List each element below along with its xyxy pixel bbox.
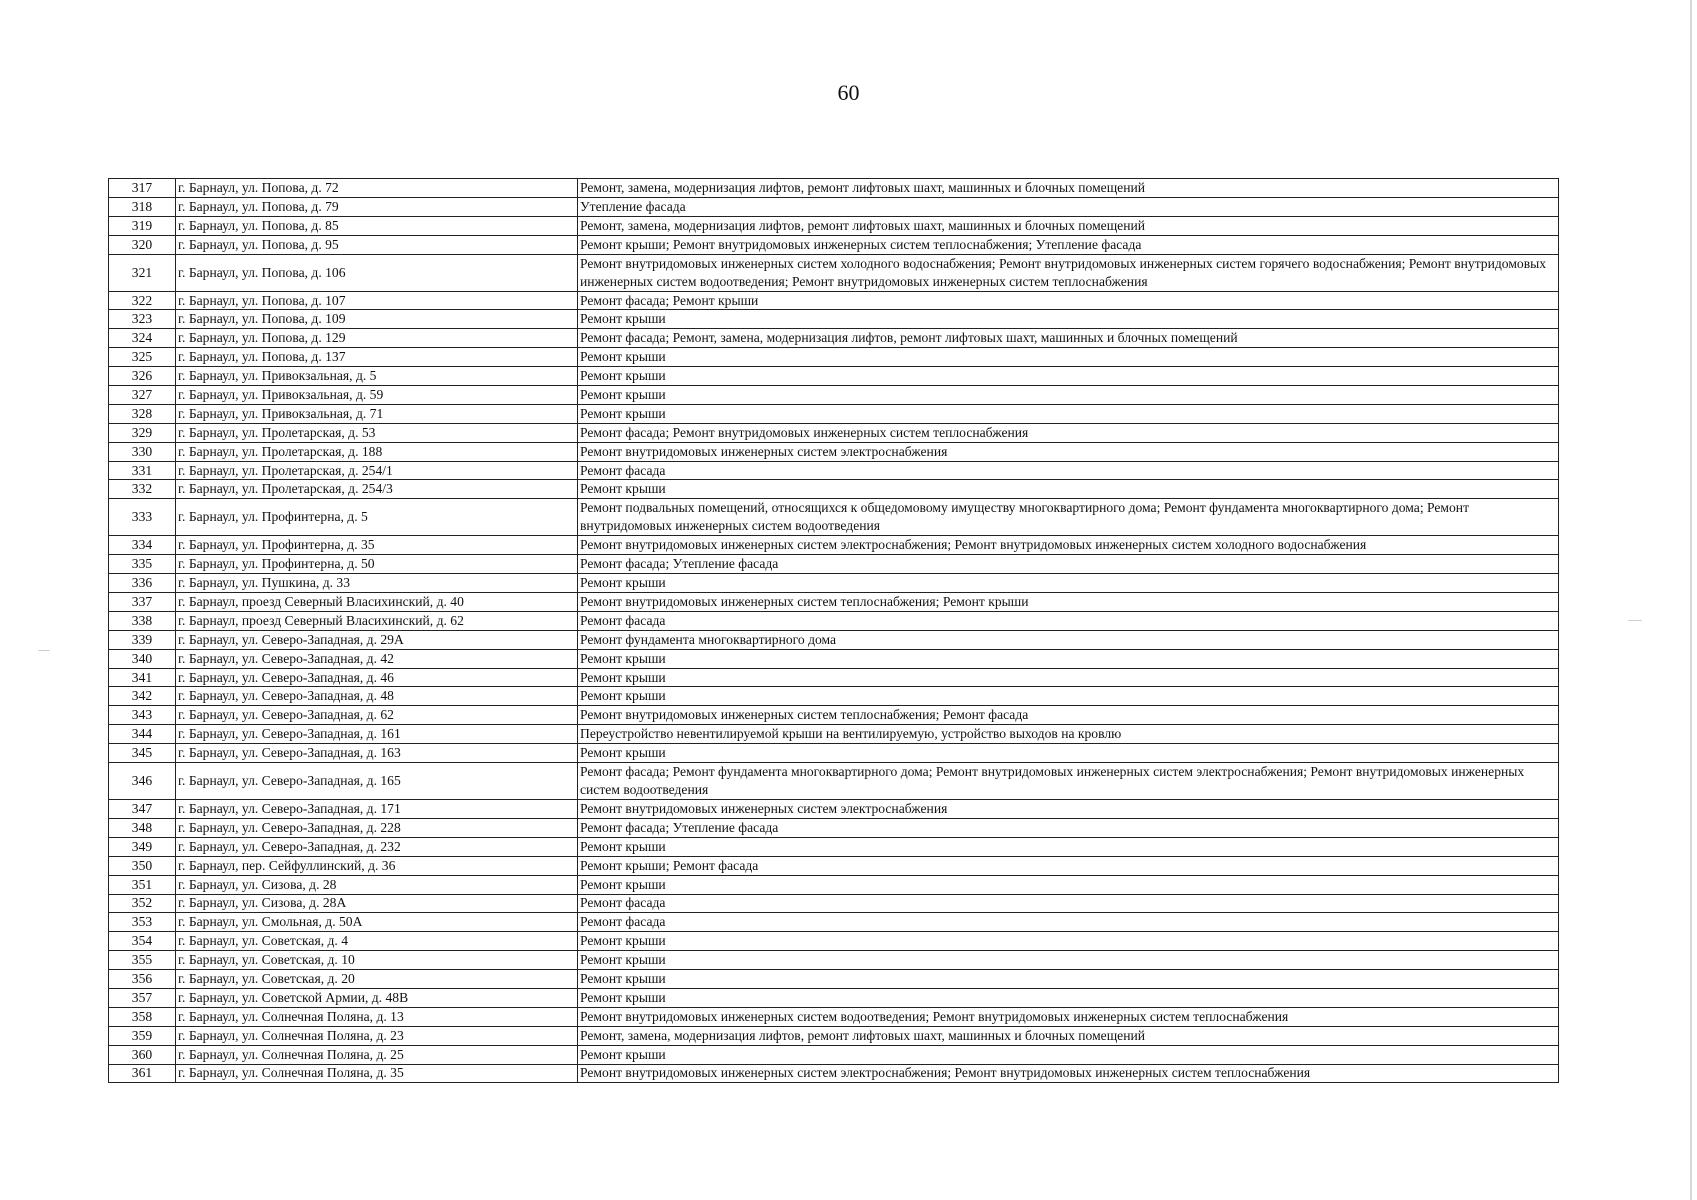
row-number: 342 (109, 687, 176, 706)
row-address: г. Барнаул, ул. Северо-Западная, д. 163 (176, 744, 578, 763)
repair-works-table (108, 178, 1559, 1083)
table-row (109, 611, 1559, 630)
table-row (109, 254, 1559, 291)
table-row (109, 404, 1559, 423)
row-address: г. Барнаул, ул. Солнечная Поляна, д. 13 (176, 1007, 578, 1026)
row-address: г. Барнаул, ул. Пролетарская, д. 188 (176, 442, 578, 461)
row-address: г. Барнаул, ул. Профинтерна, д. 5 (176, 499, 578, 536)
row-address: г. Барнаул, ул. Привокзальная, д. 71 (176, 404, 578, 423)
row-number: 319 (109, 216, 176, 235)
row-works: Ремонт крыши (578, 367, 1559, 386)
row-address: г. Барнаул, ул. Пушкина, д. 33 (176, 574, 578, 593)
row-number: 330 (109, 442, 176, 461)
row-number: 322 (109, 291, 176, 310)
table-row (109, 668, 1559, 687)
row-number: 360 (109, 1045, 176, 1064)
row-number: 325 (109, 348, 176, 367)
row-works: Ремонт крыши (578, 386, 1559, 405)
table-row (109, 988, 1559, 1007)
row-address: г. Барнаул, ул. Попова, д. 95 (176, 235, 578, 254)
row-works: Ремонт фасада (578, 461, 1559, 480)
row-number: 323 (109, 310, 176, 329)
row-address: г. Барнаул, ул. Попова, д. 85 (176, 216, 578, 235)
row-number: 339 (109, 630, 176, 649)
row-works: Ремонт крыши (578, 744, 1559, 763)
row-works: Переустройство невентилируемой крыши на вентилируемую, устройство выходов на кровлю (578, 725, 1559, 744)
row-works: Ремонт фасада; Утепление фасада (578, 555, 1559, 574)
row-address: г. Барнаул, ул. Попова, д. 79 (176, 197, 578, 216)
row-number: 361 (109, 1064, 176, 1083)
table-row (109, 894, 1559, 913)
scan-margin-mark-left (38, 650, 50, 651)
table-row (109, 913, 1559, 932)
table-row (109, 348, 1559, 367)
table-row (109, 329, 1559, 348)
row-works: Ремонт фундамента многоквартирного дома (578, 630, 1559, 649)
table-row (109, 875, 1559, 894)
row-number: 352 (109, 894, 176, 913)
row-number: 333 (109, 499, 176, 536)
table-row (109, 555, 1559, 574)
row-address: г. Барнаул, ул. Северо-Западная, д. 29А (176, 630, 578, 649)
table-row (109, 856, 1559, 875)
row-address: г. Барнаул, ул. Северо-Западная, д. 46 (176, 668, 578, 687)
row-address: г. Барнаул, ул. Привокзальная, д. 5 (176, 367, 578, 386)
row-works: Ремонт крыши; Ремонт фасада (578, 856, 1559, 875)
table-row (109, 951, 1559, 970)
row-works: Ремонт фасада (578, 913, 1559, 932)
row-number: 324 (109, 329, 176, 348)
row-number: 356 (109, 970, 176, 989)
row-works: Ремонт внутридомовых инженерных систем электроснабжения; Ремонт внутридомовых инженерных систем теплоснабжения (578, 1064, 1559, 1083)
row-works: Ремонт крыши (578, 875, 1559, 894)
row-works: Ремонт крыши (578, 837, 1559, 856)
row-address: г. Барнаул, ул. Профинтерна, д. 50 (176, 555, 578, 574)
row-works: Ремонт внутридомовых инженерных систем холодного водоснабжения; Ремонт внутридомовых инженерных систем горячего водоснабжения; Ремонт внутридомовых инженерных систем водоотведения; Ремонт внутридомовых инженерных систем теплоснабжения (578, 254, 1559, 291)
row-number: 355 (109, 951, 176, 970)
row-address: г. Барнаул, ул. Попова, д. 137 (176, 348, 578, 367)
row-address: г. Барнаул, ул. Пролетарская, д. 254/1 (176, 461, 578, 480)
table-row (109, 179, 1559, 198)
row-address: г. Барнаул, ул. Северо-Западная, д. 165 (176, 763, 578, 800)
row-number: 337 (109, 593, 176, 612)
row-number: 332 (109, 480, 176, 499)
row-works: Ремонт фасада (578, 894, 1559, 913)
row-number: 320 (109, 235, 176, 254)
row-number: 326 (109, 367, 176, 386)
row-works: Ремонт внутридомовых инженерных систем водоотведения; Ремонт внутридомовых инженерных систем теплоснабжения (578, 1007, 1559, 1026)
table-row (109, 235, 1559, 254)
row-works: Ремонт внутридомовых инженерных систем теплоснабжения; Ремонт крыши (578, 593, 1559, 612)
table-row (109, 706, 1559, 725)
table-body (109, 179, 1559, 1083)
table-row (109, 800, 1559, 819)
row-address: г. Барнаул, ул. Попова, д. 72 (176, 179, 578, 198)
table-row (109, 386, 1559, 405)
row-address: г. Барнаул, пер. Сейфуллинский, д. 36 (176, 856, 578, 875)
row-address: г. Барнаул, ул. Северо-Западная, д. 161 (176, 725, 578, 744)
row-works: Ремонт крыши (578, 988, 1559, 1007)
row-address: г. Барнаул, ул. Пролетарская, д. 254/3 (176, 480, 578, 499)
row-address: г. Барнаул, ул. Северо-Западная, д. 48 (176, 687, 578, 706)
row-works: Ремонт крыши (578, 970, 1559, 989)
row-number: 343 (109, 706, 176, 725)
row-number: 321 (109, 254, 176, 291)
page-number: 60 (837, 80, 860, 105)
row-address: г. Барнаул, ул. Советская, д. 20 (176, 970, 578, 989)
table-row (109, 1007, 1559, 1026)
row-number: 353 (109, 913, 176, 932)
row-works: Ремонт, замена, модернизация лифтов, ремонт лифтовых шахт, машинных и блочных помещений (578, 216, 1559, 235)
row-address: г. Барнаул, ул. Северо-Западная, д. 42 (176, 649, 578, 668)
row-works: Ремонт, замена, модернизация лифтов, ремонт лифтовых шахт, машинных и блочных помещений (578, 179, 1559, 198)
row-works: Ремонт крыши (578, 310, 1559, 329)
row-number: 318 (109, 197, 176, 216)
row-number: 348 (109, 818, 176, 837)
row-number: 351 (109, 875, 176, 894)
row-address: г. Барнаул, ул. Сизова, д. 28А (176, 894, 578, 913)
table-row (109, 423, 1559, 442)
row-works: Ремонт внутридомовых инженерных систем теплоснабжения; Ремонт фасада (578, 706, 1559, 725)
row-address: г. Барнаул, ул. Советская, д. 4 (176, 932, 578, 951)
row-number: 359 (109, 1026, 176, 1045)
row-number: 350 (109, 856, 176, 875)
row-number: 345 (109, 744, 176, 763)
row-works: Ремонт крыши (578, 348, 1559, 367)
table-row (109, 442, 1559, 461)
row-works: Ремонт фасада; Ремонт внутридомовых инженерных систем теплоснабжения (578, 423, 1559, 442)
row-works: Ремонт внутридомовых инженерных систем электроснабжения (578, 800, 1559, 819)
row-number: 328 (109, 404, 176, 423)
row-number: 336 (109, 574, 176, 593)
row-number: 317 (109, 179, 176, 198)
row-works: Ремонт крыши (578, 687, 1559, 706)
row-number: 341 (109, 668, 176, 687)
row-address: г. Барнаул, ул. Советской Армии, д. 48В (176, 988, 578, 1007)
row-number: 338 (109, 611, 176, 630)
table-row (109, 1045, 1559, 1064)
row-number: 358 (109, 1007, 176, 1026)
row-works: Ремонт фасада; Ремонт крыши (578, 291, 1559, 310)
row-address: г. Барнаул, ул. Северо-Западная, д. 232 (176, 837, 578, 856)
table-row (109, 837, 1559, 856)
row-works: Ремонт крыши (578, 574, 1559, 593)
row-works: Ремонт подвальных помещений, относящихся к общедомовому имуществу многоквартирного дома; Ремонт фундамента многоквартирного дома; Ремонт внутридомовых инженерных систем водоотведения (578, 499, 1559, 536)
table-row (109, 310, 1559, 329)
row-address: г. Барнаул, ул. Северо-Западная, д. 228 (176, 818, 578, 837)
row-address: г. Барнаул, ул. Сизова, д. 28 (176, 875, 578, 894)
table-row (109, 574, 1559, 593)
scan-margin-mark-right (1628, 620, 1642, 621)
row-address: г. Барнаул, ул. Попова, д. 129 (176, 329, 578, 348)
row-address: г. Барнаул, ул. Пролетарская, д. 53 (176, 423, 578, 442)
table-row (109, 725, 1559, 744)
table-row (109, 216, 1559, 235)
table-row (109, 1026, 1559, 1045)
row-works: Ремонт крыши (578, 649, 1559, 668)
table-row (109, 687, 1559, 706)
row-number: 357 (109, 988, 176, 1007)
table-row (109, 499, 1559, 536)
row-number: 340 (109, 649, 176, 668)
row-address: г. Барнаул, ул. Солнечная Поляна, д. 35 (176, 1064, 578, 1083)
table-row (109, 480, 1559, 499)
row-address: г. Барнаул, ул. Привокзальная, д. 59 (176, 386, 578, 405)
row-number: 344 (109, 725, 176, 744)
table-row (109, 630, 1559, 649)
row-works: Ремонт крыши (578, 1045, 1559, 1064)
table-row (109, 367, 1559, 386)
row-works: Ремонт фасада; Ремонт фундамента многоквартирного дома; Ремонт внутридомовых инженерных систем электроснабжения; Ремонт внутридомовых инженерных систем водоотведения (578, 763, 1559, 800)
table-row (109, 291, 1559, 310)
row-number: 346 (109, 763, 176, 800)
table-row (109, 818, 1559, 837)
row-works: Ремонт внутридомовых инженерных систем электроснабжения (578, 442, 1559, 461)
row-address: г. Барнаул, ул. Попова, д. 107 (176, 291, 578, 310)
table-row (109, 197, 1559, 216)
table-row (109, 763, 1559, 800)
row-address: г. Барнаул, проезд Северный Власихинский, д. 62 (176, 611, 578, 630)
row-works: Утепление фасада (578, 197, 1559, 216)
row-address: г. Барнаул, ул. Профинтерна, д. 35 (176, 536, 578, 555)
row-works: Ремонт крыши (578, 668, 1559, 687)
row-works: Ремонт крыши (578, 932, 1559, 951)
row-number: 347 (109, 800, 176, 819)
row-works: Ремонт фасада; Утепление фасада (578, 818, 1559, 837)
row-address: г. Барнаул, ул. Солнечная Поляна, д. 23 (176, 1026, 578, 1045)
row-works: Ремонт фасада (578, 611, 1559, 630)
table-row (109, 932, 1559, 951)
row-address: г. Барнаул, ул. Северо-Западная, д. 171 (176, 800, 578, 819)
row-number: 329 (109, 423, 176, 442)
row-address: г. Барнаул, ул. Смольная, д. 50А (176, 913, 578, 932)
row-number: 331 (109, 461, 176, 480)
row-number: 334 (109, 536, 176, 555)
row-works: Ремонт фасада; Ремонт, замена, модернизация лифтов, ремонт лифтовых шахт, машинных и блочных помещений (578, 329, 1559, 348)
row-address: г. Барнаул, ул. Солнечная Поляна, д. 25 (176, 1045, 578, 1064)
row-number: 354 (109, 932, 176, 951)
table-row (109, 649, 1559, 668)
table-row (109, 1064, 1559, 1083)
row-works: Ремонт крыши (578, 951, 1559, 970)
row-address: г. Барнаул, ул. Советская, д. 10 (176, 951, 578, 970)
table-row (109, 970, 1559, 989)
table-row (109, 744, 1559, 763)
table-row (109, 461, 1559, 480)
scan-edge-shadow (1690, 0, 1692, 1200)
table-row (109, 536, 1559, 555)
table-row (109, 593, 1559, 612)
row-address: г. Барнаул, ул. Попова, д. 109 (176, 310, 578, 329)
row-works: Ремонт, замена, модернизация лифтов, ремонт лифтовых шахт, машинных и блочных помещений (578, 1026, 1559, 1045)
row-address: г. Барнаул, проезд Северный Власихинский, д. 40 (176, 593, 578, 612)
row-works: Ремонт крыши (578, 480, 1559, 499)
row-number: 335 (109, 555, 176, 574)
row-number: 349 (109, 837, 176, 856)
row-address: г. Барнаул, ул. Попова, д. 106 (176, 254, 578, 291)
row-address: г. Барнаул, ул. Северо-Западная, д. 62 (176, 706, 578, 725)
row-number: 327 (109, 386, 176, 405)
row-works: Ремонт крыши (578, 404, 1559, 423)
row-works: Ремонт внутридомовых инженерных систем электроснабжения; Ремонт внутридомовых инженерных систем холодного водоснабжения (578, 536, 1559, 555)
row-works: Ремонт крыши; Ремонт внутридомовых инженерных систем теплоснабжения; Утепление фасада (578, 235, 1559, 254)
